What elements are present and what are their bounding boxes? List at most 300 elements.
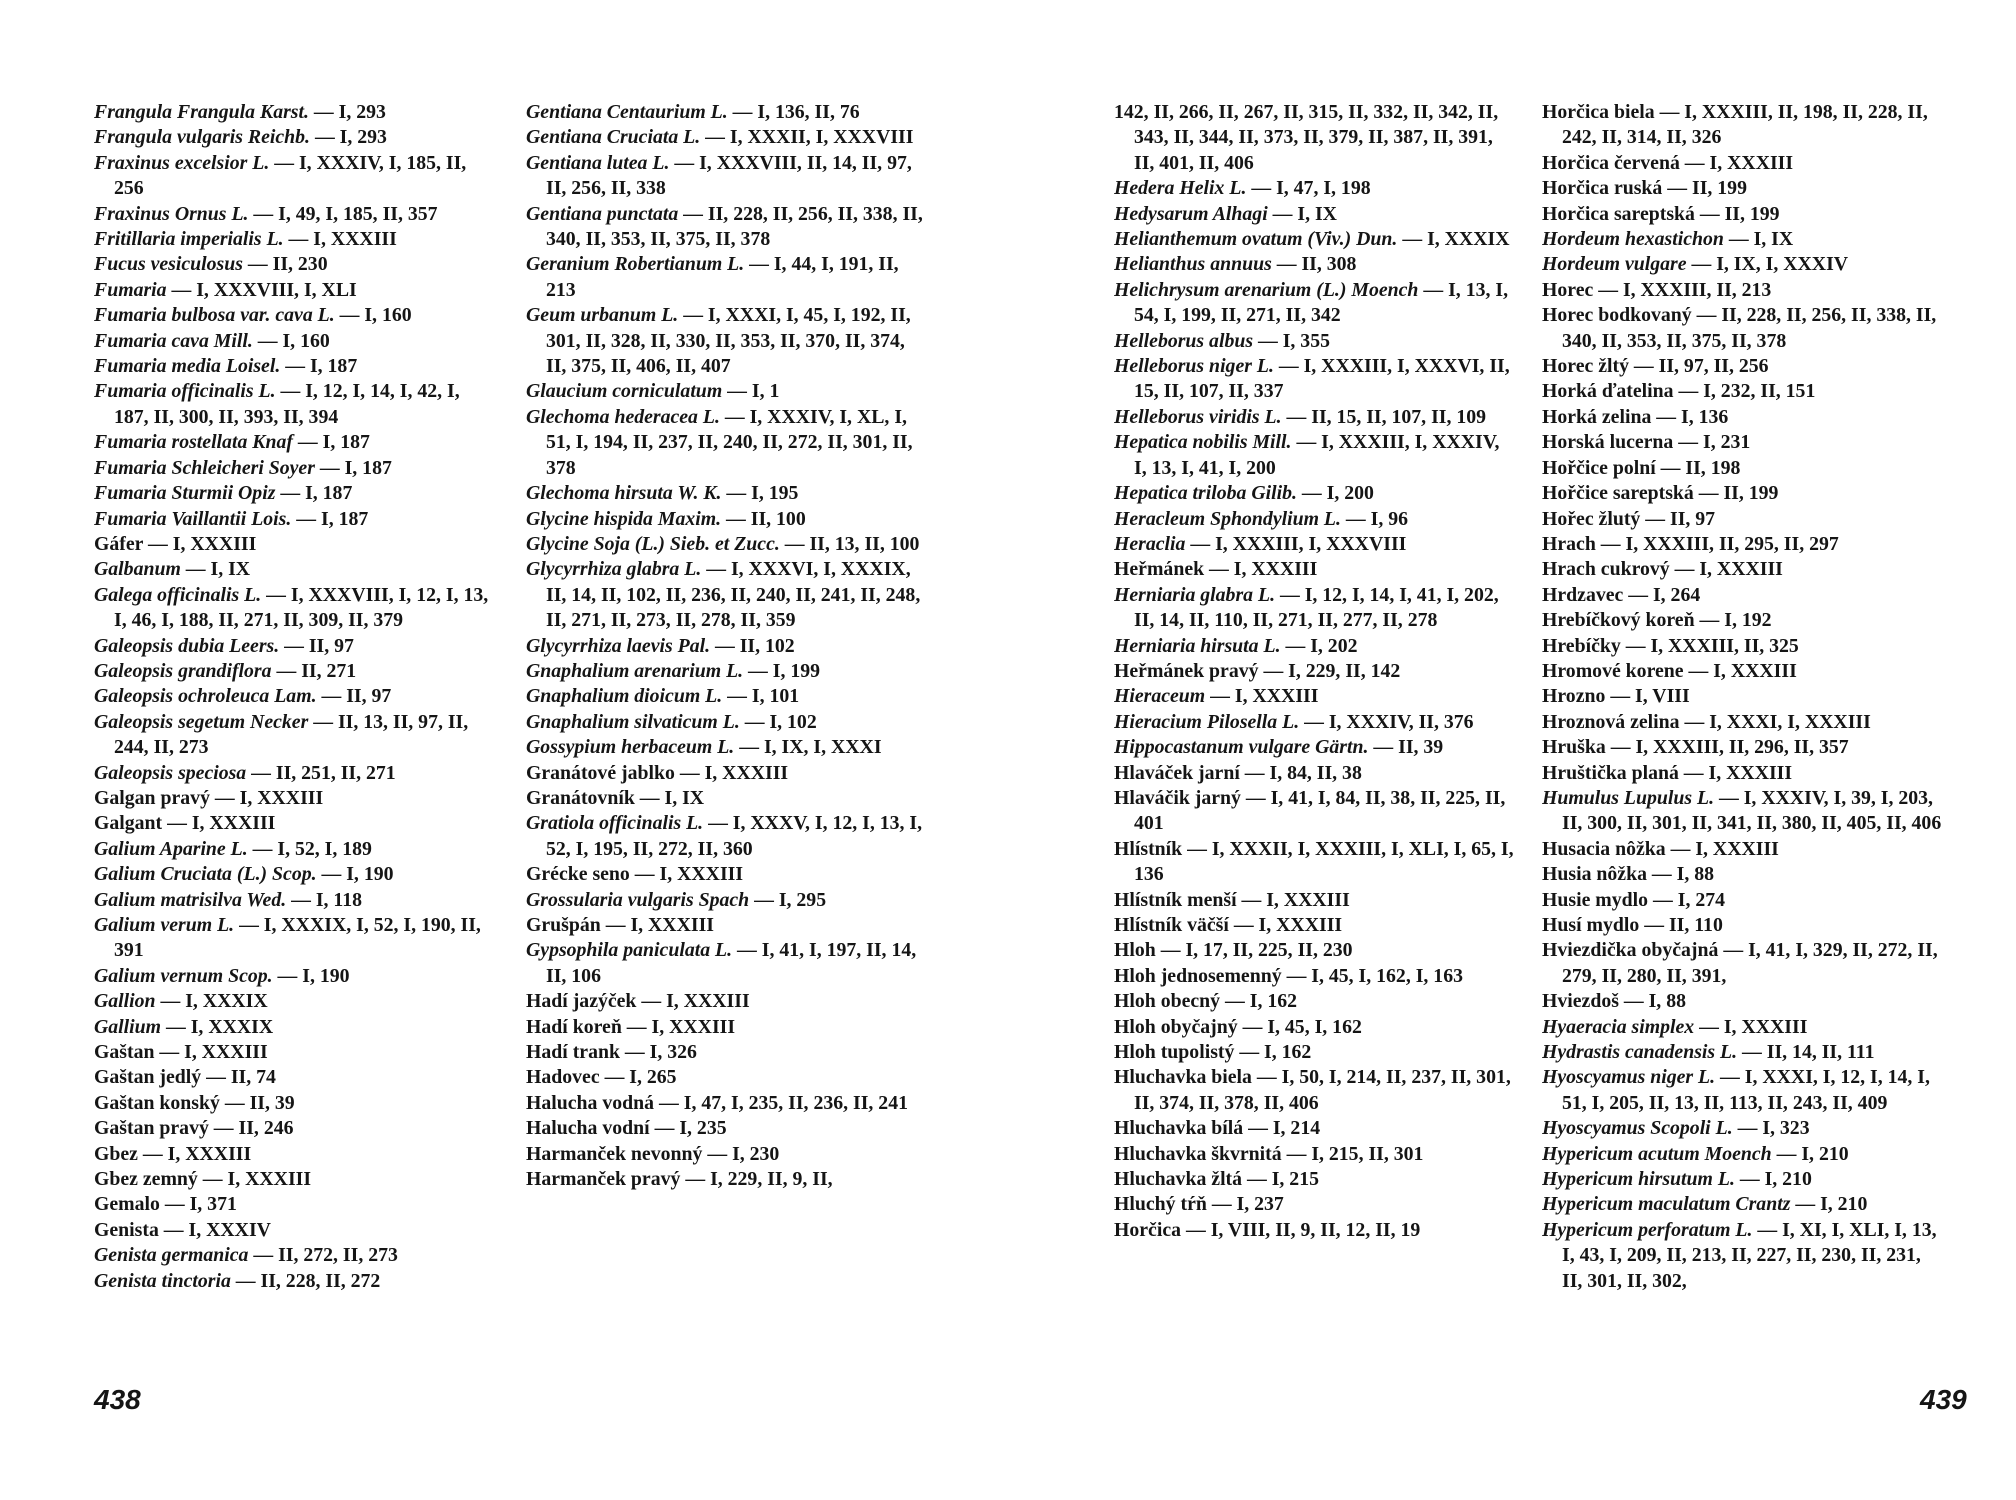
entry-term: Gentiana Centaurium L. — [526, 101, 728, 123]
entry-page-refs: — II, 246 — [208, 1117, 294, 1140]
index-entry — [1542, 176, 1942, 201]
entry-term: Galgant — [94, 812, 163, 835]
entry-term: Hořec žlutý — [1542, 507, 1641, 530]
entry-term: Hadovec — [526, 1066, 600, 1089]
index-entry — [1542, 532, 1942, 557]
index-entry — [94, 837, 494, 862]
entry-page-refs: — I, VIII — [1605, 685, 1690, 708]
entry-page-refs: — I, XXXVIII, II, 14, II, 97, II, 256, II, 338 — [546, 151, 912, 200]
index-entry — [94, 1040, 494, 1065]
entry-page-refs: — I, XXXIX — [1397, 228, 1510, 251]
index-entry — [1114, 1218, 1514, 1243]
index-entry — [1542, 379, 1942, 404]
entry-page-refs: — I, 136 — [1651, 405, 1729, 428]
index-entry — [1542, 1142, 1942, 1167]
index-entry — [526, 202, 926, 253]
entry-term: Glycyrrhiza glabra L. — [526, 558, 702, 581]
index-entry — [94, 151, 494, 202]
entry-term: Gaštan pravý — [94, 1117, 209, 1140]
entry-term: Fritillaria imperialis L. — [94, 228, 284, 251]
index-entry — [1114, 989, 1514, 1014]
index-entry — [94, 1015, 494, 1040]
index-entry — [94, 354, 494, 379]
index-entry — [1114, 1192, 1514, 1217]
entry-page-refs: — I, XXXIII — [674, 761, 789, 784]
index-entry — [526, 125, 926, 150]
entry-page-refs: — I, XXXIX — [161, 1015, 274, 1038]
entry-page-refs: — I, 235 — [649, 1117, 727, 1140]
entry-page-refs: — I, 162 — [1234, 1041, 1312, 1064]
entry-page-refs: — II, 97 — [316, 685, 392, 708]
entry-page-refs: — I, 102 — [739, 710, 817, 733]
entry-page-refs: — I, IX, I, XXXIV — [1686, 253, 1849, 276]
entry-page-refs: — I, XXXIII — [162, 812, 276, 835]
entry-page-refs: — I, XXXIII, I, XXXIV, I, 13, I, 41, I, 200 — [1134, 431, 1500, 479]
entry-page-refs: — II, 308 — [1271, 253, 1357, 276]
index-entry — [526, 710, 926, 735]
index-entry — [94, 710, 494, 761]
entry-term: Hyoscyamus niger L. — [1542, 1066, 1716, 1089]
entry-term: Hroznová zelina — [1542, 710, 1680, 733]
index-entry — [1542, 786, 1942, 837]
index-entry — [1114, 710, 1514, 735]
index-entry — [1114, 405, 1514, 430]
index-entry — [526, 379, 926, 404]
entry-page-refs: — I, 215, II, 301 — [1281, 1142, 1424, 1165]
entry-term: Grušpán — [526, 914, 601, 936]
index-entry — [1114, 1015, 1514, 1040]
entry-page-refs: — I, 202 — [1280, 634, 1358, 657]
index-entry — [94, 1065, 494, 1090]
entry-term: Gaštan konský — [94, 1091, 220, 1114]
index-entry — [1114, 1142, 1514, 1167]
entry-page-refs: — II, 74 — [201, 1066, 276, 1089]
entry-term: Gáfer — [94, 532, 144, 555]
entry-page-refs: — I, 264 — [1623, 583, 1701, 606]
index-entry — [94, 811, 494, 836]
entry-page-refs: — I, IX — [1723, 228, 1794, 251]
entry-term: Hrdzavec — [1542, 583, 1624, 606]
index-entry — [1542, 659, 1942, 684]
index-entry — [94, 1167, 494, 1192]
index-entry — [94, 1218, 494, 1243]
entry-page-refs: — I, XXXIII — [1694, 1015, 1808, 1038]
entry-term: Hyaeracia simplex — [1542, 1015, 1695, 1038]
index-entry — [1114, 913, 1514, 938]
index-entry — [1114, 481, 1514, 506]
entry-page-refs: — I, XXXIII — [621, 1015, 736, 1038]
entry-page-refs: — I, 195 — [721, 482, 799, 505]
index-entry — [1542, 278, 1942, 303]
index-entry — [1542, 837, 1942, 862]
entry-page-refs: — II, 199 — [1694, 202, 1780, 225]
entry-page-refs: — II, 39 — [1368, 736, 1444, 759]
index-entry — [526, 557, 926, 633]
entry-term: Glechoma hirsuta W. K. — [526, 482, 722, 505]
index-entry — [1542, 1192, 1942, 1217]
entry-page-refs: — I, 323 — [1732, 1117, 1810, 1140]
index-entry — [1542, 202, 1942, 227]
entry-term: Hieraceum — [1114, 685, 1206, 708]
entry-page-refs: — I, 187 — [275, 482, 353, 505]
entry-term: Galium verum L. — [94, 914, 235, 936]
index-entry — [1114, 659, 1514, 684]
entry-page-refs: — I, 45, I, 162, I, 163 — [1281, 964, 1463, 987]
entry-term: Hrach — [1542, 532, 1596, 555]
entry-term: Frangula vulgaris Reichb. — [94, 126, 310, 149]
entry-page-refs: — I, 293 — [308, 101, 386, 123]
index-entry — [1114, 634, 1514, 659]
index-entry — [94, 659, 494, 684]
entry-page-refs: — I, 371 — [159, 1193, 237, 1216]
entry-term: Gemalo — [94, 1193, 160, 1216]
index-entry — [94, 278, 494, 303]
entry-term: Husí mydlo — [1542, 914, 1640, 936]
entry-term: Galgan pravý — [94, 786, 210, 809]
entry-term: Hrach cukrový — [1542, 558, 1670, 581]
entry-page-refs: — I, 12, I, 14, I, 41, I, 202, II, 14, II, 110, II, 271, II, 277, II, 278 — [1134, 583, 1499, 632]
entry-term: Hloh — [1114, 939, 1156, 962]
index-entry — [1542, 634, 1942, 659]
entry-term: Hluchavka bílá — [1114, 1117, 1244, 1140]
entry-term: Heracleum Sphondylium L. — [1114, 507, 1341, 530]
entry-term: Hypericum hirsutum L. — [1542, 1168, 1735, 1191]
entry-page-refs: — I, XXXIV, I, 185, II, 256 — [114, 151, 467, 200]
entry-page-refs: — II, 230 — [242, 253, 328, 276]
entry-term: Genista tinctoria — [94, 1269, 231, 1292]
entry-term: Horec bodkovaný — [1542, 304, 1692, 327]
entry-term: Gallium — [94, 1015, 162, 1038]
index-entry — [1542, 608, 1942, 633]
index-entry — [1542, 761, 1942, 786]
entry-page-refs: — I, XXXIII — [629, 863, 744, 886]
entry-page-refs: — I, XXXIII — [1204, 558, 1318, 581]
entry-term: Husie mydlo — [1542, 888, 1649, 911]
entry-term: Granátové jablko — [526, 761, 675, 784]
index-entry — [94, 507, 494, 532]
index-entry — [526, 634, 926, 659]
index-entry — [526, 913, 926, 938]
entry-term: Fumaria Vaillantii Lois. — [94, 507, 292, 530]
entry-page-refs: — I, XXXVIII, I, XLI — [166, 278, 357, 301]
entry-page-refs: — I, XXXIX, I, 52, I, 190, II, 391 — [114, 914, 481, 962]
index-entry — [526, 862, 926, 887]
entry-term: Grécke seno — [526, 863, 630, 886]
entry-page-refs: — I, 1 — [722, 380, 780, 403]
entry-page-refs: — I, XXXIII, II, 198, II, 228, II, 242, II, 314, II, 326 — [1562, 101, 1928, 149]
entry-page-refs: — I, XXXIII — [636, 990, 750, 1013]
entry-term: Hruštička planá — [1542, 761, 1679, 784]
index-entry — [1542, 989, 1942, 1014]
entry-page-refs: — I, XXXI, I, 45, I, 192, II, 301, II, 328, II, 330, II, 353, II, 370, II, 374, II, 375, II, 406, II, 407 — [546, 304, 911, 378]
index-entry — [1542, 405, 1942, 430]
entry-term: Fumaria cava Mill. — [94, 329, 253, 352]
entry-term: Fumaria media Loisel. — [94, 355, 281, 378]
entry-page-refs: — I, 45, I, 162 — [1237, 1015, 1362, 1038]
left-page-column-2 — [526, 100, 926, 1192]
entry-page-refs: — II, 199 — [1662, 177, 1747, 200]
entry-term: Heraclia — [1114, 532, 1186, 555]
entry-page-refs: — I, 187 — [291, 507, 369, 530]
entry-term: Hrebíčkový koreň — [1542, 609, 1695, 632]
entry-term: Gentiana Cruciata L. — [526, 126, 701, 149]
entry-term: Horčica ruská — [1542, 177, 1663, 200]
entry-term: Hluchavka žltá — [1114, 1168, 1243, 1191]
entry-page-refs: — I, 118 — [286, 888, 362, 911]
entry-term: Hluchavka škvrnitá — [1114, 1142, 1282, 1165]
index-entry — [526, 786, 926, 811]
entry-term: Horká zelina — [1542, 405, 1652, 428]
entry-term: Gentiana punctata — [526, 202, 679, 225]
entry-term: Fumaria officinalis L. — [94, 380, 276, 403]
entry-page-refs: — I, 187 — [292, 431, 370, 454]
entry-page-refs: — I, 52, I, 189 — [247, 837, 372, 860]
entry-page-refs: — I, XXXVIII, I, 12, I, 13, I, 46, I, 188, II, 271, II, 309, II, 379 — [114, 583, 489, 632]
entry-page-refs: — I, 160 — [252, 329, 330, 352]
entry-page-refs: — I, 50, I, 214, II, 237, II, 301, II, 374, II, 378, II, 406 — [1134, 1066, 1511, 1114]
index-entry — [526, 405, 926, 481]
index-entry — [1114, 227, 1514, 252]
entry-term: Hloh obecný — [1114, 990, 1221, 1013]
index-entry — [526, 303, 926, 379]
entry-page-refs: — I, IX — [180, 558, 251, 581]
index-entry — [94, 456, 494, 481]
entry-page-refs: — II, 14, II, 111 — [1737, 1041, 1875, 1064]
entry-page-refs: — I, 136, II, 76 — [727, 101, 860, 123]
index-entry — [526, 888, 926, 913]
entry-page-refs: — II, 198 — [1655, 456, 1741, 479]
index-entry — [1542, 888, 1942, 913]
index-entry — [94, 634, 494, 659]
entry-term: Hypericum acutum Moench — [1542, 1142, 1772, 1165]
entry-term: Helianthus annuus — [1114, 253, 1272, 276]
index-entry — [94, 913, 494, 964]
entry-page-refs: — I, 41, I, 329, II, 272, II, 279, II, 280, II, 391, — [1562, 939, 1938, 987]
entry-page-refs: — II, 97 — [1640, 507, 1716, 530]
index-entry — [94, 125, 494, 150]
index-entry — [1542, 227, 1942, 252]
entry-term: Hordeum vulgare — [1542, 253, 1687, 276]
entry-page-refs: — I, XXXIII — [154, 1041, 268, 1064]
entry-term: Hedera Helix L. — [1114, 177, 1247, 200]
entry-term: Glechoma hederacea L. — [526, 405, 720, 428]
entry-page-refs: — II, 100 — [721, 507, 806, 530]
index-entry — [1114, 964, 1514, 989]
index-entry — [1542, 430, 1942, 455]
entry-term: Husia nôžka — [1542, 863, 1647, 886]
entry-page-refs: — I, 192 — [1694, 609, 1772, 632]
entry-page-refs: — I, 84, II, 38 — [1239, 761, 1362, 784]
entry-term: Horčica — [1114, 1218, 1182, 1241]
index-entry — [1114, 1040, 1514, 1065]
index-entry — [526, 1040, 926, 1065]
index-entry — [1114, 176, 1514, 201]
entry-page-refs: — II, 271 — [271, 659, 357, 682]
index-entry — [94, 227, 494, 252]
index-entry — [94, 989, 494, 1014]
entry-term: Hloh tupolistý — [1114, 1041, 1235, 1064]
entry-page-refs: — I, 47, I, 198 — [1246, 177, 1371, 200]
index-entry — [1542, 1167, 1942, 1192]
entry-term: Hadí trank — [526, 1041, 620, 1064]
entry-term: Hippocastanum vulgare Gärtn. — [1114, 736, 1369, 759]
index-entry — [94, 1142, 494, 1167]
entry-page-refs: — II, 251, II, 271 — [246, 761, 396, 784]
entry-page-refs: — II, 13, II, 100 — [779, 532, 920, 555]
index-entry — [1542, 862, 1942, 887]
entry-page-refs: — II, 228, II, 272 — [230, 1269, 381, 1292]
index-entry — [94, 430, 494, 455]
index-entry — [1114, 354, 1514, 405]
entry-term: Gnaphalium arenarium L. — [526, 659, 744, 682]
entry-term: Hluchý tŕň — [1114, 1193, 1207, 1216]
index-entry — [526, 938, 926, 989]
entry-page-refs: — I, 237 — [1206, 1193, 1284, 1216]
entry-page-refs: — I, 355 — [1253, 329, 1330, 352]
entry-term: Glycine hispida Maxim. — [526, 507, 722, 530]
entry-page-refs: — I, XXXIII — [600, 914, 714, 936]
entry-term: Herniaria glabra L. — [1114, 583, 1276, 606]
entry-term: Fucus vesiculosus — [94, 253, 243, 276]
entry-term: Galeopsis grandiflora — [94, 659, 272, 682]
index-entry — [1114, 837, 1514, 888]
entry-page-refs: — I, XXXIV, I, XL, I, 51, I, 194, II, 237, II, 240, II, 272, II, 301, II, 378 — [546, 405, 913, 479]
entry-term: Gnaphalium silvaticum L. — [526, 710, 740, 733]
entry-page-refs: — I, 190 — [272, 964, 350, 987]
entry-term: Hlístník väčší — [1114, 914, 1229, 936]
index-entry — [1542, 1015, 1942, 1040]
index-entry — [526, 735, 926, 760]
entry-page-refs: — II, 102 — [710, 634, 795, 657]
page-number-left: 438 — [94, 1384, 141, 1415]
entry-page-refs: — I, 41, I, 84, II, 38, II, 225, II, 401 — [1134, 786, 1506, 835]
entry-term: Hloh jednosemenný — [1114, 964, 1282, 987]
index-entry — [526, 659, 926, 684]
index-entry — [94, 1192, 494, 1217]
entry-term: Galeopsis ochroleuca Lam. — [94, 685, 317, 708]
entry-term: Gbez — [94, 1142, 138, 1165]
entry-term: Gaštan jedlý — [94, 1066, 202, 1089]
entry-term: Gbez zemný — [94, 1168, 198, 1191]
entry-page-refs: — I, XI, I, XLI, I, 13, I, 43, I, 209, II, 213, II, 227, II, 230, II, 231, II, 301, II, 302, — [1562, 1218, 1937, 1292]
index-entry — [1542, 913, 1942, 938]
entry-page-refs: — I, XXXIII, II, 295, II, 297 — [1595, 532, 1839, 555]
entry-term: Helleborus albus — [1114, 329, 1254, 352]
entry-page-refs: — I, 17, II, 225, II, 230 — [1155, 939, 1353, 962]
entry-page-refs: — I, XXXIX — [155, 990, 268, 1013]
entry-page-refs: — I, XXXIII — [137, 1142, 252, 1165]
index-entry — [1542, 303, 1942, 354]
index-entry — [526, 1015, 926, 1040]
entry-term: Hlaváček jarní — [1114, 761, 1240, 784]
entry-term: Hepatica nobilis Mill. — [1114, 431, 1292, 454]
entry-term: Galium matrisilva Wed. — [94, 888, 287, 911]
index-entry — [526, 481, 926, 506]
entry-page-refs: — I, XXXIII, II, 296, II, 357 — [1605, 736, 1849, 759]
entry-term: Hrozno — [1542, 685, 1606, 708]
entry-term: Glaucium corniculatum — [526, 380, 723, 403]
entry-term: Gossypium herbaceum L. — [526, 736, 735, 759]
index-entry — [1114, 100, 1514, 176]
entry-page-refs: — I, XXXIII — [1678, 761, 1793, 784]
entry-term: Horec — [1542, 278, 1594, 301]
entry-term: Heřmánek — [1114, 558, 1205, 581]
entry-term: Hruška — [1542, 736, 1606, 759]
entry-page-refs: — I, 44, I, 191, II, 213 — [546, 253, 899, 301]
entry-page-refs: — I, 162 — [1220, 990, 1298, 1013]
index-entry — [94, 1243, 494, 1268]
index-entry — [1114, 938, 1514, 963]
index-entry — [94, 583, 494, 634]
index-entry — [1114, 329, 1514, 354]
entry-term: Fumaria Schleicheri Soyer — [94, 456, 315, 479]
entry-page-refs: — I, XXXI, I, XXXIII — [1679, 710, 1871, 733]
index-entry — [94, 252, 494, 277]
entry-term: Fumaria bulbosa var. cava L. — [94, 304, 335, 327]
index-entry — [94, 964, 494, 989]
entry-page-refs: — II, 228, II, 256, II, 338, II, 340, II, 353, II, 375, II, 378 — [1562, 304, 1937, 352]
entry-page-refs: — I, 229, II, 142 — [1258, 659, 1401, 682]
entry-term: Hlístník — [1114, 837, 1183, 860]
index-entry — [1542, 735, 1942, 760]
index-entry — [1542, 1065, 1942, 1116]
entry-page-refs: — II, 199 — [1693, 482, 1779, 505]
entry-term: Helianthemum ovatum (Viv.) Dun. — [1114, 228, 1398, 251]
entry-page-refs: — I, IX, I, XXXI — [734, 736, 882, 759]
entry-page-refs: — I, VIII, II, 9, II, 12, II, 19 — [1181, 1218, 1421, 1241]
entry-term: Hadí jazýček — [526, 990, 637, 1013]
entry-page-refs: — I, XXXIII, II, 325 — [1620, 634, 1799, 657]
entry-term: Horká ďatelina — [1542, 380, 1674, 403]
entry-page-refs: — II, 272, II, 273 — [248, 1244, 398, 1267]
entry-term: Horčica biela — [1542, 101, 1655, 123]
entry-term: Gratiola officinalis L. — [526, 812, 704, 835]
entry-page-refs: — I, XXXIII — [1665, 837, 1779, 860]
entry-term: Horská lucerna — [1542, 431, 1674, 454]
entry-page-refs: — I, 49, I, 185, II, 357 — [248, 202, 438, 225]
index-entry — [1114, 252, 1514, 277]
index-entry — [1114, 532, 1514, 557]
index-entry — [1542, 1040, 1942, 1065]
entry-term: Harmanček nevonný — [526, 1142, 703, 1165]
index-entry — [1542, 557, 1942, 582]
entry-page-refs: — II, 97 — [279, 634, 354, 657]
entry-page-refs: — I, XXXIII — [1236, 888, 1350, 911]
entry-term: Fumaria Sturmii Opiz — [94, 482, 276, 505]
entry-term: Hypericum perforatum L. — [1542, 1218, 1753, 1241]
index-entry — [1542, 684, 1942, 709]
entry-page-refs: — II, 15, II, 107, II, 109 — [1281, 405, 1487, 428]
entry-page-refs: — I, IX — [634, 786, 705, 809]
entry-page-refs: — I, XXXIII — [1669, 558, 1783, 581]
entry-page-refs: — I, 232, II, 151 — [1673, 380, 1816, 403]
index-entry — [1114, 557, 1514, 582]
index-entry — [526, 100, 926, 125]
index-entry — [94, 202, 494, 227]
index-entry — [94, 329, 494, 354]
index-entry — [526, 1167, 926, 1192]
entry-page-refs: — I, 210 — [1734, 1168, 1812, 1191]
entry-page-refs: — I, 200 — [1296, 482, 1374, 505]
index-entry — [1542, 583, 1942, 608]
entry-term: Hloh obyčajný — [1114, 1015, 1238, 1038]
entry-term: Galeopsis speciosa — [94, 761, 247, 784]
entry-term: Grossularia vulgaris Spach — [526, 888, 750, 911]
index-entry — [1114, 735, 1514, 760]
entry-page-refs: — I, 190 — [316, 863, 394, 886]
index-entry — [1542, 1218, 1942, 1294]
entry-page-refs: — I, 88 — [1646, 863, 1715, 886]
